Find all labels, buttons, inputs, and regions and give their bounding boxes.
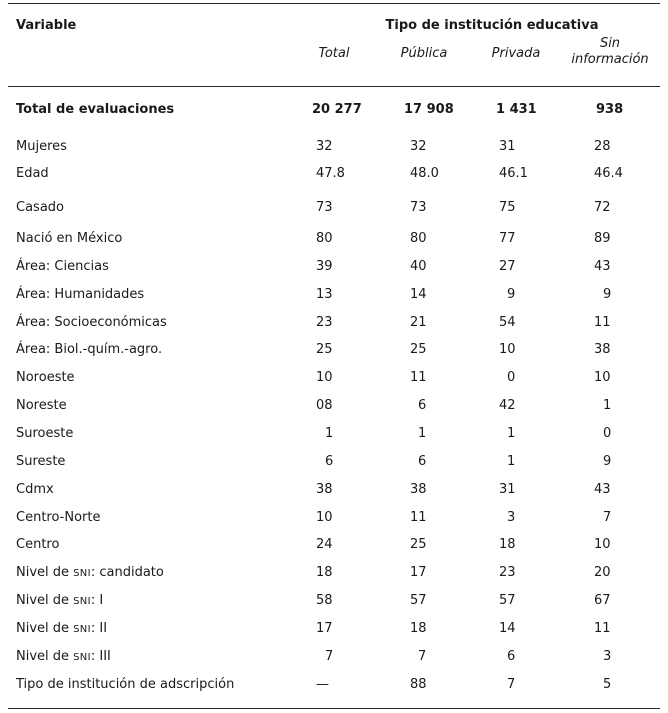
table-row [0,199,668,217]
row-label: Tipo de institución de adscripción [16,677,235,692]
row-label: Área: Biol.-quím.-agro. [16,342,163,357]
total-cell: 23 [316,315,333,330]
sin-informacion-cell: 9 [603,287,612,302]
publica-cell: 25 [410,342,427,357]
row-label-pre: Nivel de [16,621,74,636]
total-cell: — [316,677,329,692]
privada-cell: 1 431 [496,102,537,117]
privada-cell: 54 [499,315,516,330]
row-label-sni: SNI [73,596,91,607]
privada-cell: 46.1 [499,166,528,181]
total-cell: 10 [316,510,333,525]
row-label: Centro [16,537,60,552]
privada-cell: 31 [499,139,516,154]
row-label: Nació en México [16,231,123,246]
privada-cell: 10 [499,342,516,357]
sin-informacion-cell: 5 [603,677,612,692]
sin-informacion-cell: 7 [603,510,612,525]
sin-informacion-cell: 11 [594,315,611,330]
privada-cell: 27 [499,259,516,274]
row-label-pre: Nivel de [16,593,74,608]
row-label: Cdmx [16,482,54,497]
privada-cell: 42 [499,398,516,413]
privada-cell: 9 [507,287,516,302]
header-privada: Privada [491,46,541,61]
total-cell: 24 [316,537,333,552]
publica-cell: 14 [410,287,427,302]
sin-informacion-cell: 43 [594,259,611,274]
table-row [0,230,668,248]
table-row [0,138,668,156]
row-label [16,564,164,583]
row-label: Área: Humanidades [16,287,145,302]
row-label-pre: Nivel de [16,649,74,664]
sin-informacion-cell: 10 [594,370,611,385]
table-row [0,509,668,527]
publica-cell: 17 [410,565,427,580]
row-label-pre: Nivel de [16,565,74,580]
row-label-sni: SNI [73,624,91,635]
total-cell: 32 [316,139,333,154]
sin-informacion-cell: 3 [603,649,612,664]
table-row [0,425,668,443]
row-label: Centro-Norte [16,510,101,525]
row-label-post: : II [90,621,108,636]
sin-informacion-cell: 10 [594,537,611,552]
total-cell: 6 [325,454,334,469]
publica-cell: 25 [410,537,427,552]
row-label-post: : candidato [90,565,164,580]
publica-cell: 1 [418,426,427,441]
privada-cell: 0 [507,370,516,385]
row-label: Total de evaluaciones [16,102,175,117]
sin-informacion-cell: 938 [596,102,624,117]
header-group: Tipo de institución educativa [385,18,599,33]
row-label-sni: SNI [73,568,91,579]
total-cell: 10 [316,370,333,385]
table-row [0,341,668,359]
sin-informacion-cell: 20 [594,565,611,580]
header-sin-line2: información [571,52,649,67]
row-label: Casado [16,200,64,215]
sin-informacion-cell: 72 [594,200,611,215]
publica-cell: 80 [410,231,427,246]
total-cell: 38 [316,482,333,497]
header-sin-informacion [560,36,660,68]
privada-cell: 6 [507,649,516,664]
publica-cell: 57 [410,593,427,608]
sin-informacion-cell: 28 [594,139,611,154]
publica-cell: 18 [410,621,427,636]
row-label [16,620,107,639]
total-cell: 13 [316,287,333,302]
row-label-sni: SNI [73,652,91,663]
publica-cell: 11 [410,370,427,385]
table-row [0,314,668,332]
table-row [0,592,668,610]
total-cell: 80 [316,231,333,246]
row-label [16,648,111,667]
top-rule [8,3,660,4]
privada-cell: 1 [507,454,516,469]
total-cell: 18 [316,565,333,580]
publica-cell: 6 [418,398,427,413]
table-row [0,481,668,499]
row-label: Sureste [16,454,66,469]
sin-informacion-cell: 11 [594,621,611,636]
row-label: Noreste [16,398,67,413]
privada-cell: 7 [507,677,516,692]
total-cell: 58 [316,593,333,608]
header-publica: Pública [400,46,448,61]
privada-cell: 3 [507,510,516,525]
total-cell: 17 [316,621,333,636]
sin-informacion-cell: 43 [594,482,611,497]
publica-cell: 7 [418,649,427,664]
table-row [0,165,668,183]
sin-informacion-cell: 67 [594,593,611,608]
publica-cell: 6 [418,454,427,469]
header-rule [8,86,660,87]
total-cell: 20 277 [312,102,362,117]
privada-cell: 23 [499,565,516,580]
publica-cell: 40 [410,259,427,274]
sin-informacion-cell: 9 [603,454,612,469]
total-cell: 1 [325,426,334,441]
privada-cell: 1 [507,426,516,441]
row-label: Noroeste [16,370,75,385]
table-row [0,286,668,304]
total-cell: 73 [316,200,333,215]
publica-cell: 17 908 [404,102,454,117]
row-label: Suroeste [16,426,74,441]
sin-informacion-cell: 1 [603,398,612,413]
table-row [0,536,668,554]
publica-cell: 48.0 [410,166,439,181]
table-row [0,620,668,638]
total-cell: 47.8 [316,166,345,181]
table-row [0,564,668,582]
publica-cell: 88 [410,677,427,692]
row-label-post: : I [90,593,104,608]
bottom-rule [8,708,660,709]
row-label: Área: Socioeconómicas [16,315,167,330]
header-sin-line1: Sin [599,36,621,51]
publica-cell: 21 [410,315,427,330]
row-label-post: : III [90,649,111,664]
privada-cell: 57 [499,593,516,608]
table-row [0,648,668,666]
total-cell: 7 [325,649,334,664]
row-label [16,592,103,611]
sin-informacion-cell: 46.4 [594,166,623,181]
publica-cell: 38 [410,482,427,497]
privada-cell: 77 [499,231,516,246]
publica-cell: 11 [410,510,427,525]
total-cell: 39 [316,259,333,274]
total-cell: 25 [316,342,333,357]
sin-informacion-cell: 89 [594,231,611,246]
header-variable: Variable [16,18,77,33]
row-label: Mujeres [16,139,67,154]
table-row [0,258,668,276]
table-row [0,397,668,415]
total-cell: 08 [316,398,333,413]
table-row [0,369,668,387]
row-label: Edad [16,166,49,181]
row-label: Área: Ciencias [16,259,109,274]
table-row [0,453,668,471]
sin-informacion-cell: 0 [603,426,612,441]
privada-cell: 75 [499,200,516,215]
publica-cell: 73 [410,200,427,215]
sin-informacion-cell: 38 [594,342,611,357]
privada-cell: 18 [499,537,516,552]
total-row [0,101,668,119]
header-total: Total [318,46,350,61]
privada-cell: 31 [499,482,516,497]
table-row [0,676,668,694]
privada-cell: 14 [499,621,516,636]
publica-cell: 32 [410,139,427,154]
